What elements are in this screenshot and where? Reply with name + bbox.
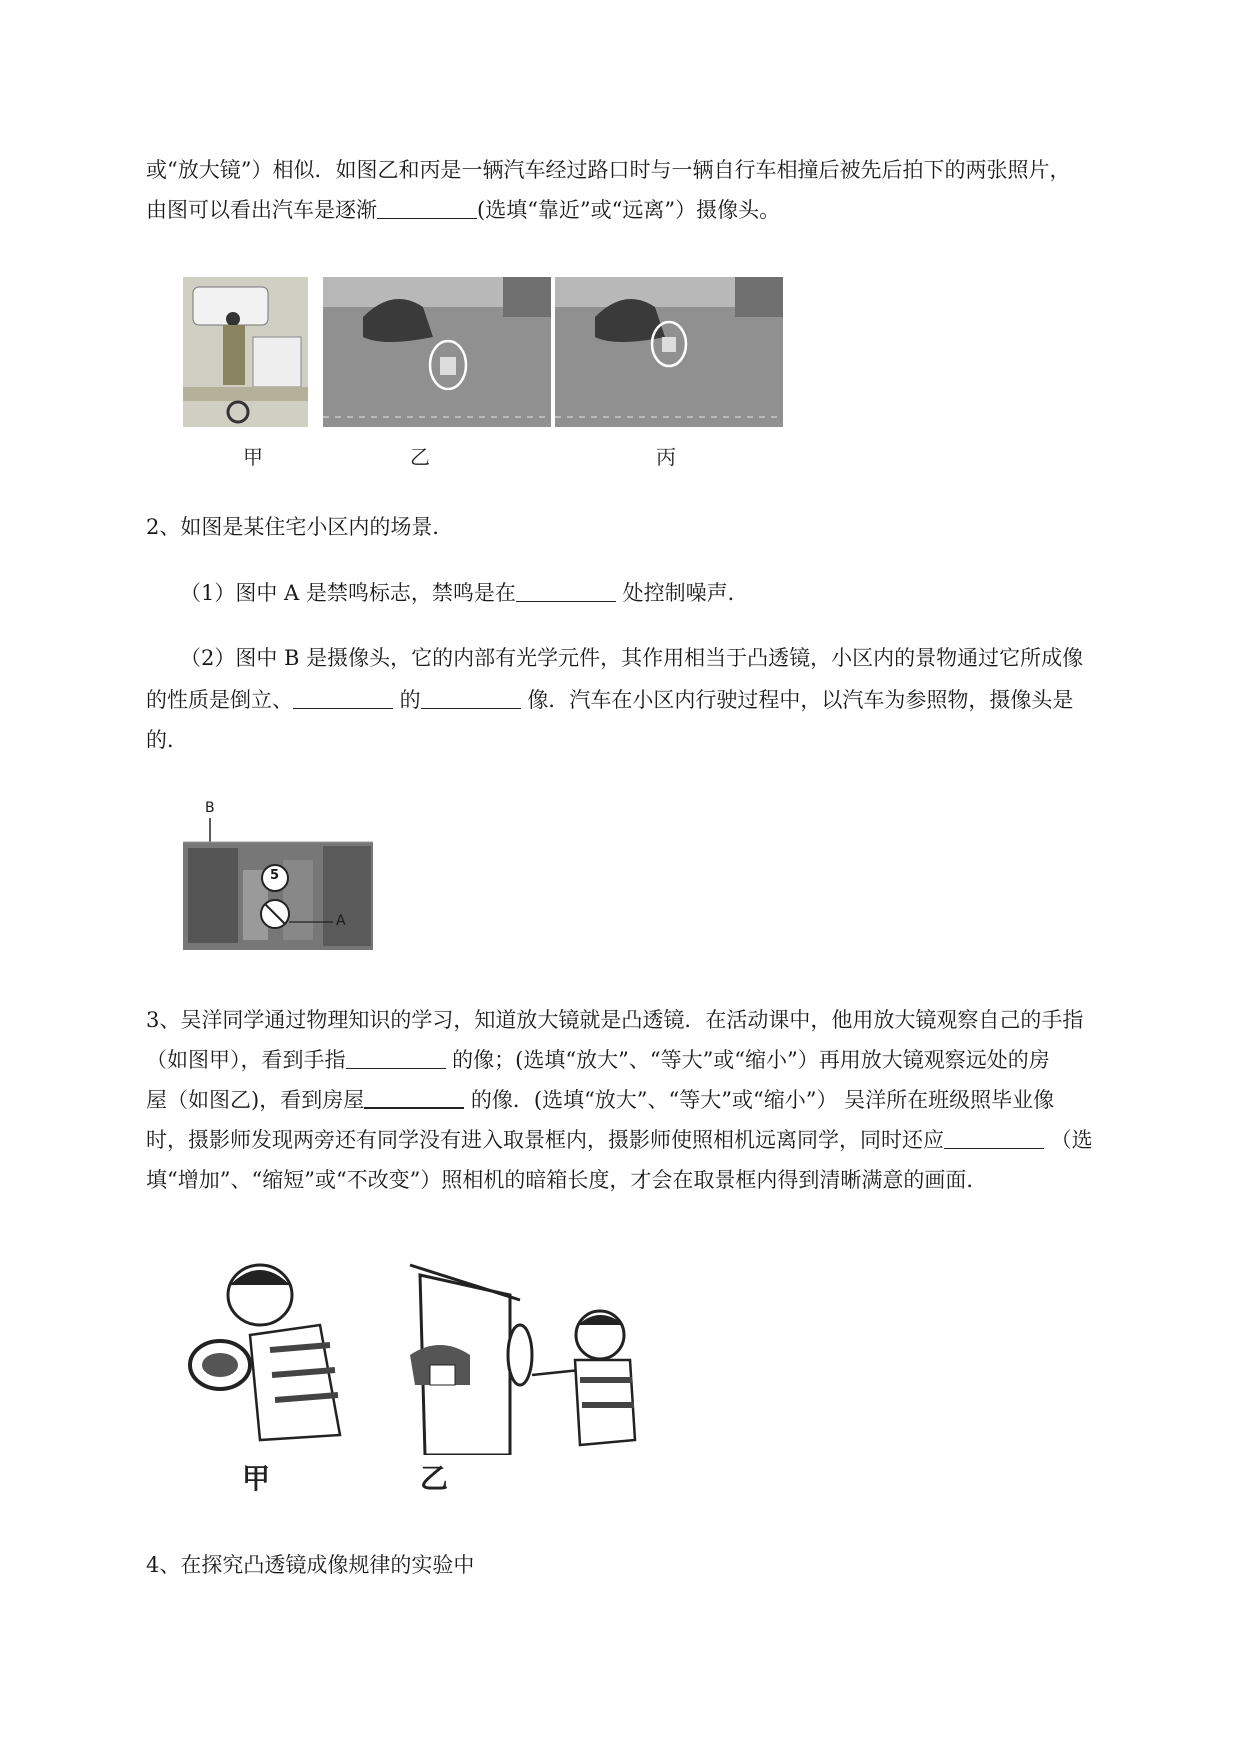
- answer-blank[interactable]: [377, 196, 477, 219]
- caption-bing: 丙: [656, 445, 676, 469]
- q2-sub2-line1: （2）图中 B 是摄像头，它的内部有光学元件，其作用相当于凸透镜，小区内的景物通过它所成像: [180, 646, 1084, 670]
- traffic-photo-bing: [555, 277, 783, 427]
- answer-blank[interactable]: [364, 1085, 464, 1109]
- figure-magnifier: [180, 1255, 660, 1495]
- q3-line2: （如图甲），看到手指 的像；(选填“放大”、“等大”或“缩小”）再用放大镜观察远处的房: [146, 1048, 1050, 1072]
- speed-limit-sign: 5: [270, 868, 280, 883]
- q2-sub2-line2: 的性质是倒立、 的 像．汽车在小区内行驶过程中，以汽车为参照物，摄像头是: [146, 688, 1074, 712]
- label-a: A: [336, 913, 346, 929]
- road-scene-icon: [555, 277, 783, 427]
- caption-yi: 乙: [420, 1462, 449, 1495]
- q1-line1: 或“放大镜”）相似．如图乙和丙是一辆汽车经过路口时与一辆自行车相撞后被先后拍下的两张照片，: [146, 158, 1071, 182]
- road-scene-icon: [323, 277, 551, 427]
- caption-jia: 甲: [242, 1462, 271, 1495]
- traffic-photo-yi: [323, 277, 551, 427]
- q3-line1: 3、吴洋同学通过物理知识的学习，知道放大镜就是凸透镜．在活动课中，他用放大镜观察自己的手指: [146, 1008, 1084, 1032]
- q1-line2: 由图可以看出汽车是逐渐 (选填“靠近”或“远离”）摄像头。: [146, 198, 781, 222]
- q4-title: 4、在探究凸透镜成像规律的实验中: [146, 1553, 475, 1577]
- answer-blank[interactable]: [293, 686, 393, 709]
- caption-yi: 乙: [410, 445, 430, 469]
- surveillance-camera-icon: [183, 277, 308, 427]
- answer-blank[interactable]: [516, 579, 616, 602]
- q3-line4: 时，摄影师发现两旁还有同学没有进入取景框内，摄影师使照相机远离同学，同时还应 （选: [146, 1128, 1093, 1152]
- label-b: B: [205, 800, 215, 816]
- camera-photo: [183, 277, 308, 427]
- caption-jia: 甲: [243, 445, 263, 469]
- q2-title: 2、如图是某住宅小区内的场景．: [146, 515, 454, 539]
- answer-blank[interactable]: [346, 1046, 446, 1069]
- q3-line5: 填“增加”、“缩短”或“不改变”）照相机的暗箱长度，才会在取景框内得到清晰满意的画面．: [146, 1168, 988, 1192]
- q3-line3: 屋（如图乙)，看到房屋 的像．(选填“放大”、“等大”或“缩小”） 吴洋所在班级照毕业像: [146, 1080, 1156, 1120]
- figure-residential-scene: [183, 800, 383, 950]
- figure-camera-photos: [183, 277, 783, 447]
- q2-sub1: （1）图中 A 是禁鸣标志，禁鸣是在 处控制噪声．: [180, 581, 749, 605]
- q2-sub2-line3: 的．: [146, 728, 188, 752]
- residential-photo: [183, 800, 383, 950]
- answer-blank[interactable]: [944, 1126, 1044, 1149]
- magnifier-illustration: [180, 1255, 660, 1455]
- answer-blank[interactable]: [421, 686, 521, 709]
